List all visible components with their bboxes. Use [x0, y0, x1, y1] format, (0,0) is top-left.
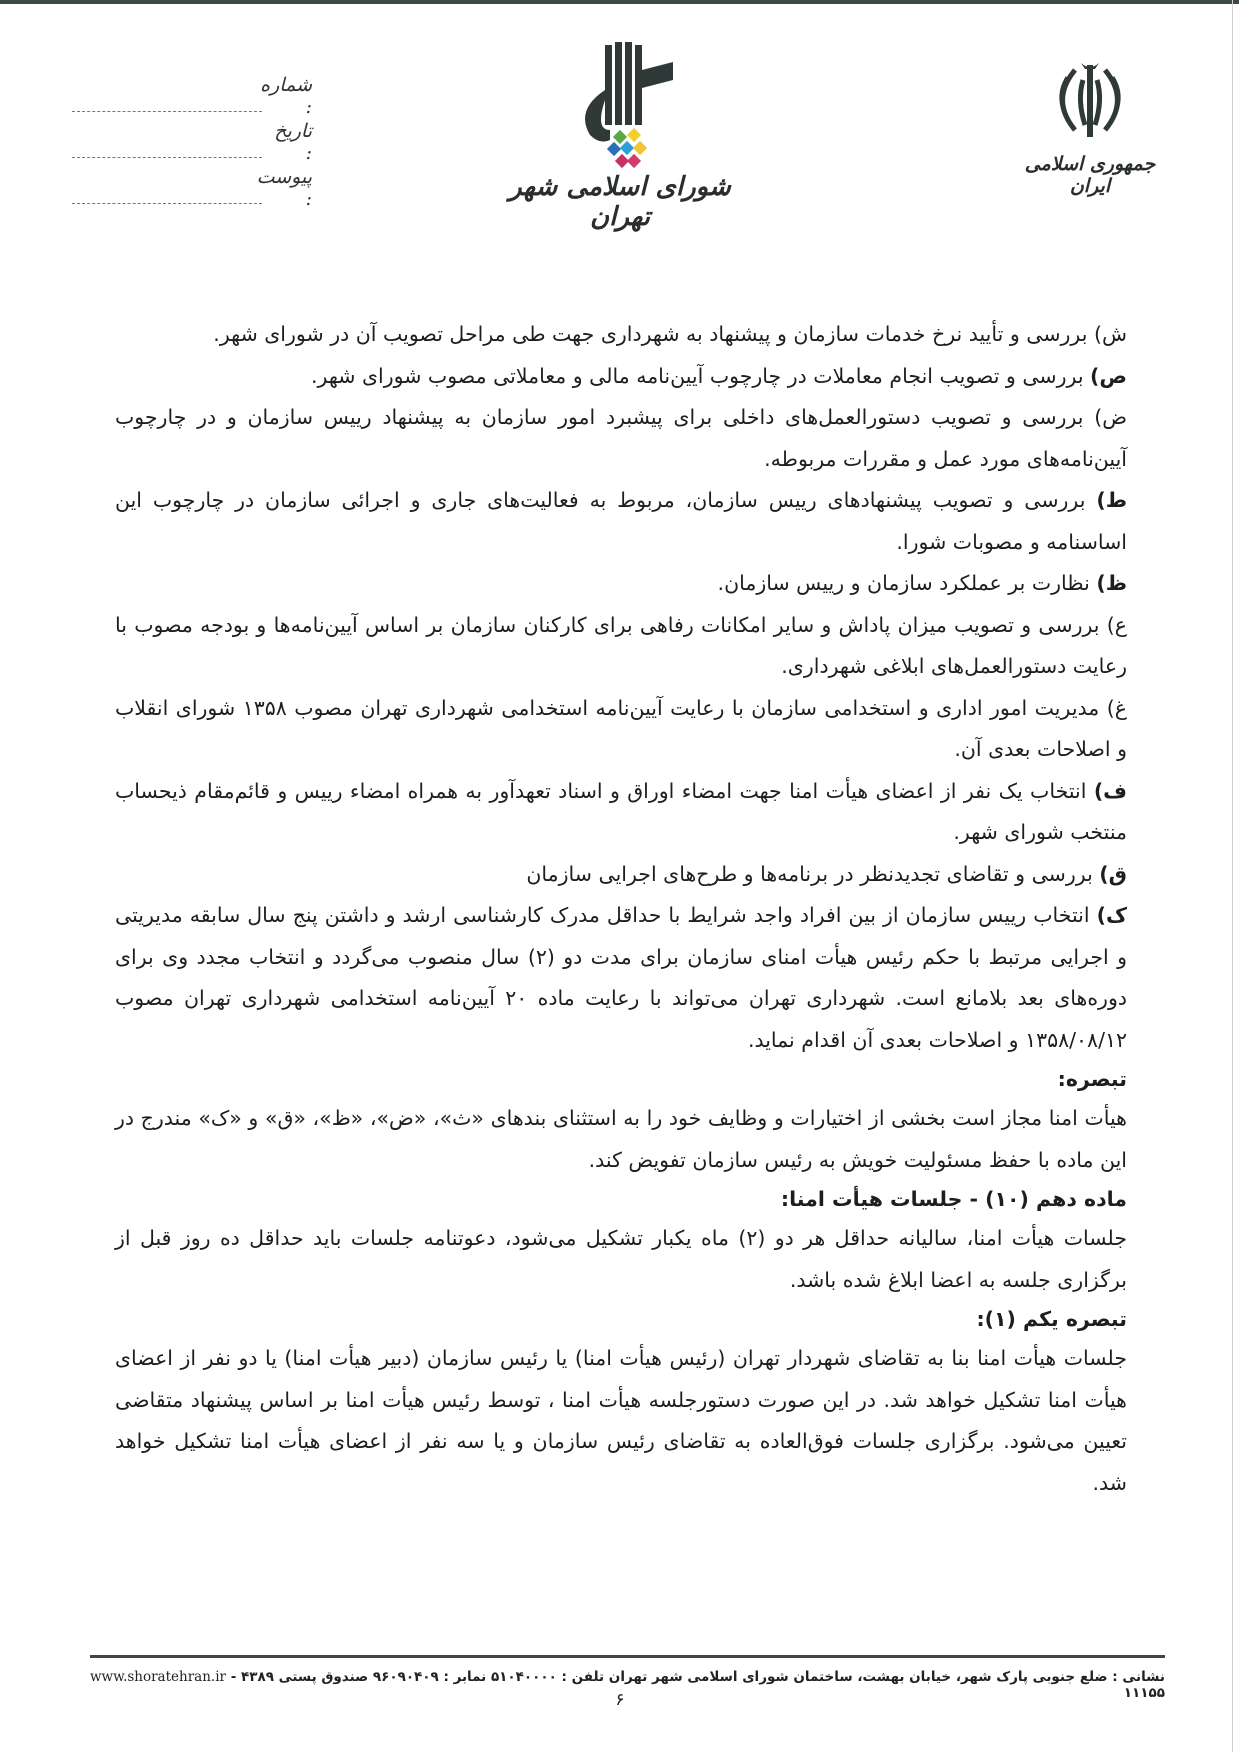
clause-text: بررسی و تصویب میزان پاداش و سایر امکانات رفاهی برای کارکنان سازمان بر اساس آیین‌نامه‌ها و بودجه مصوب با رعایت دستورالعمل‌های ابلاغی شهرداری.: [115, 612, 1127, 678]
clause-label: غ): [1106, 695, 1127, 720]
note-1-heading: تبصره یکم (۱):: [976, 1307, 1127, 1331]
clause-text: انتخاب یک نفر از اعضای هیأت امنا جهت امضاء اوراق و اسناد تعهدآور به همراه امضاء رییس و قائم‌مقام ذیحساب منتخب شورای شهر.: [115, 778, 1127, 844]
clause-text: مدیریت امور اداری و استخدامی سازمان با رعایت آیین‌نامه استخدامی شهرداری تهران مصوب ۱۳۵۸ شورای انقلاب و اصلاحات بعدی آن.: [115, 695, 1127, 761]
meta-number: [72, 72, 312, 118]
meta-date-blank: [72, 156, 262, 158]
clause-ghaf: [115, 854, 1127, 896]
clause-text: انتخاب رییس سازمان از بین افراد واجد شرایط با حداقل مدرک کارشناسی ارشد و داشتن پنج سال سابقه مدیریتی و اجرایی مرتبط با حکم رئیس هیأت امنای سازمان برای مدت دو (۲) سال منصوب می‌گردد و انتخاب مجدد وی برای دوره‌های بعد بلامانع است. شهرداری تهران می‌تواند با رعایت ماده ۲۰ آیین‌نامه استخدامی شهرداری تهران مصوب ۱۳۵۸/۰۸/۱۲ و اصلاحات بعدی آن اقدام نماید.: [115, 903, 1128, 1052]
clause-za: [115, 563, 1127, 605]
clause-ghein: [115, 688, 1127, 771]
article-10-heading: ماده دهم (۱۰) - جلسات هیأت امنا:: [780, 1187, 1127, 1211]
article-10-text: جلسات هیأت امنا، سالیانه حداقل هر دو (۲) ماه یکبار تشکیل می‌شود، دعوتنامه جلسات باید حداقل ده روز قبل از برگزاری جلسه به اعضا ابلاغ شده باشد.: [115, 1226, 1127, 1292]
council-logo-caption: شورای اسلامی شهر تهران: [509, 172, 731, 232]
footer-website-link[interactable]: www.shoratehran.ir: [90, 1669, 226, 1685]
clause-text: بررسی و تصویب دستورالعمل‌های داخلی برای پیشبرد امور سازمان به پیشنهاد رییس سازمان و در چارچوب آیین‌نامه‌های مورد عمل و مقررات مربوطه.: [115, 405, 1127, 471]
footer-divider: [90, 1655, 1165, 1658]
clause-label: ط): [1096, 488, 1127, 512]
note-1-text: جلسات هیأت امنا بنا به تقاضای شهردار تهران (رئیس هیأت امنا) یا رئیس سازمان (دبیر هیأت امنا) یا دو نفر از اعضای هیأت امنا تشکیل خواهد شد. در این صورت دستورجلسه هیأت امنا ، توسط رئیس هیأت امنا بر اساس پیشنهاد متقاضی تعیین می‌شود. برگزاری جلسات فوق‌العاده به تقاضای رئیس سازمان و یا سه نفر از اعضای هیأت امنا تشکیل خواهد شد.: [115, 1346, 1127, 1495]
iran-emblem: [1020, 55, 1160, 197]
clause-text: بررسی و تأیید نرخ خدمات سازمان و پیشنهاد به شهرداری جهت طی مراحل تصویب آن در شورای شهر.: [213, 322, 1094, 346]
clause-label: ص): [1090, 363, 1127, 388]
letter-meta-fields: [72, 72, 312, 210]
note-text: هیأت امنا مجاز است بخشی از اختیارات و وظایف خود را به استثنای بندهای «ث»، «ض»، «ظ»، «ق» و «ک» مندرج در این ماده با حفظ مسئولیت خویش به رئیس سازمان تفویض کند.: [115, 1106, 1127, 1172]
meta-number-label: شماره :: [260, 74, 312, 118]
clause-label: ع): [1106, 612, 1127, 637]
iran-emblem-icon: [1045, 55, 1135, 145]
clause-text: بررسی و تقاضای تجدیدنظر در برنامه‌ها و طرح‌های اجرایی سازمان: [526, 861, 1100, 886]
meta-attachment-blank: [72, 202, 262, 204]
clause-ta: [115, 480, 1127, 563]
clause-text: بررسی و تصویب انجام معاملات در چارچوب آیین‌نامه مالی و معاملاتی مصوب شورای شهر.: [311, 363, 1091, 388]
meta-date-label: تاریخ :: [274, 120, 312, 164]
clause-zad: [115, 397, 1127, 480]
clause-label: ک): [1096, 903, 1127, 927]
clause-sh: [115, 314, 1127, 356]
tehran-council-logo: [500, 40, 740, 240]
note-heading: تبصره:: [1057, 1067, 1127, 1091]
clause-label: ظ): [1096, 571, 1127, 595]
page-number: ۶: [615, 1690, 625, 1710]
council-logo-icon: [565, 40, 675, 170]
scan-border-right: [1232, 0, 1233, 1752]
meta-number-blank: [72, 110, 262, 112]
meta-attachment: [72, 164, 312, 210]
emblem-caption: جمهوری اسلامی ایران: [1024, 153, 1156, 197]
clause-text: نظارت بر عملکرد سازمان و رییس سازمان.: [717, 571, 1097, 595]
clause-kaf: [115, 895, 1127, 1061]
clause-fe: [115, 771, 1127, 854]
footer-address: نشانی : ضلع جنوبی پارک شهر، خیابان بهشت، ساختمان شورای اسلامی شهر تهران تلفن : ۵۱۰۴۰۰۰۰ نمابر : ۹۶۰۹۰۴۰۹ صندوق پستی ۴۳۸۹ - ۱۱۱۵۵: [230, 1669, 1165, 1701]
clause-label: ش): [1093, 322, 1127, 346]
clause-sad: [115, 356, 1127, 398]
clause-text: بررسی و تصویب پیشنهادهای رییس سازمان، مربوط به فعالیت‌های جاری و اجرائی سازمان در چارچوب این اساسنامه و مصوبات شورا.: [115, 488, 1127, 554]
meta-date: [72, 118, 312, 164]
clause-label: ف): [1093, 778, 1127, 803]
clause-label: ض): [1094, 405, 1127, 429]
clause-label: ق): [1099, 861, 1127, 886]
document-body: [115, 314, 1127, 1504]
clause-ein: [115, 605, 1127, 688]
meta-attachment-label: پیوست :: [256, 166, 312, 210]
scan-border-top: [0, 0, 1239, 4]
